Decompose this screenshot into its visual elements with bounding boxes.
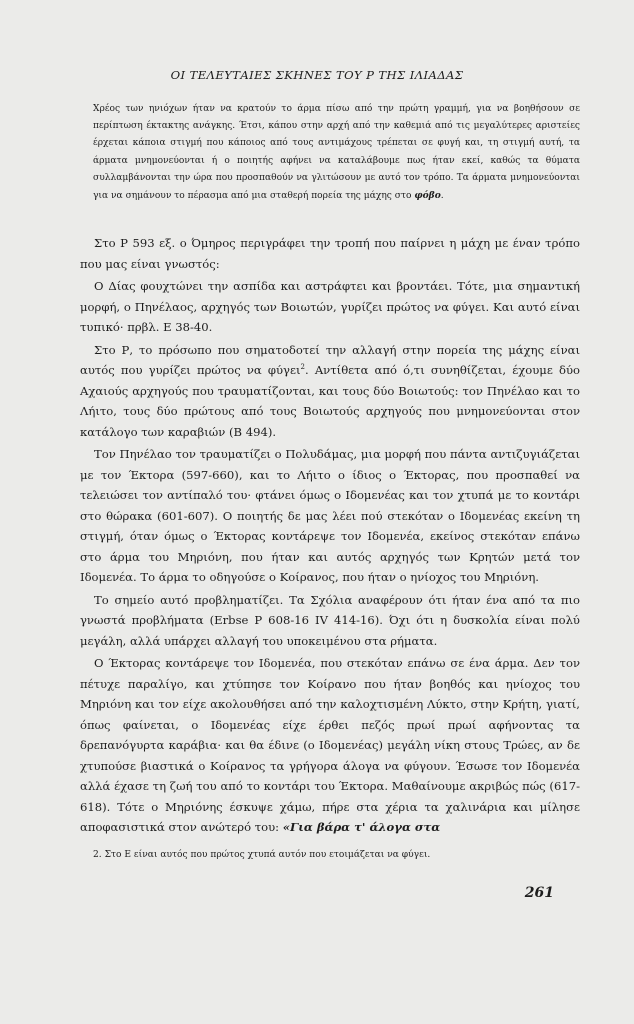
paragraph-4: Τον Πηνέλαο τον τραυματίζει ο Πολυδάμας, μια μορφή που πάντα αντιζυγιάζεται με τον Έκτορα (597-660), και το Λήιτο ο ίδιος ο Έκτορας, που προσπαθεί να τελειώσει τον αντίπαλό του· φτάνει όμως ο Ιδομενέας και τον χτυπά με το κοντάρι στο θώρακα (601-607). Ο ποιητής δε μας λέει πού στεκόταν ο Ιδομενέας εκείνη τη στιγμή, όταν όμως ο Έκτορας κοντάρεψε τον Ιδομενέα, εκείνος στεκόταν επάνω στο άρμα του Μηριόνη, που ήταν και αυτός αρχηγός των Κρητών μετά τον Ιδομενέα. Το άρμα το οδηγούσε ο Κοίρανος, που ήταν ο ηνίοχος του Μηριόνη. bbox=[80, 447, 580, 584]
paragraph-3 bbox=[80, 340, 580, 443]
body-text bbox=[80, 233, 580, 838]
paragraph-1: Στο Ρ 593 εξ. ο Όμηρος περιγράφει την τροπή που παίρνει η μάχη με έναν τρόπο που μας είναι γνωστός: bbox=[80, 236, 580, 271]
paragraph-2: Ο Δίας φουχτώνει την ασπίδα και αστράφτει και βροντάει. Τότε, μια σημαντική μορφή, ο Πηνέλαος, αρχηγός των Βοιωτών, γυρίζει πρώτος να φύγει. Και αυτό είναι τυπικό· πρβλ. Ε 38-40. bbox=[80, 279, 580, 334]
paragraph-5: Το σημείο αυτό προβληματίζει. Τα Σχόλια αναφέρουν ότι ήταν ένα από τα πιο γνωστά προβλήματα (Erbse P 608-16 IV 414-16). Όχι ότι η δυσκολία είναι πολύ μεγάλη, αλλά υπάρχει αλλαγή του υποκειμένου στα ρήματα. bbox=[80, 592, 580, 648]
paragraph-3-text: Στο Ρ, το πρόσωπο που σηματοδοτεί την αλλαγή στην πορεία της μάχης είναι αυτός που γυρίζει πρώτος να φύγει bbox=[80, 342, 580, 377]
footnote-ref: 2 bbox=[300, 363, 305, 372]
running-head: ΟΙ ΤΕΛΕΥΤΑΙΕΣ ΣΚΗΝΕΣ ΤΟΥ Ρ ΤΗΣ ΙΛΙΑΔΑΣ bbox=[170, 68, 464, 82]
paragraph-6 bbox=[80, 653, 580, 838]
intro-end: . bbox=[440, 191, 444, 202]
footnote: 2. Στο Ε είναι αυτός που πρώτος χτυπά αυτόν που ετοιμάζεται να φύγει. bbox=[93, 850, 431, 860]
intro-emphasis: φόβο bbox=[414, 190, 441, 202]
intro-paragraph bbox=[93, 101, 580, 205]
intro-text: Χρέος των ηνιόχων ήταν να κρατούν το άρμα πίσω από την πρώτη γραμμή, για να βοηθήσουν σε περίπτωση έκτακτης ανάγκης. Έτσι, κάπου στην αρχή από την καθεμιά από τις μεγαλύτερες αριστείες έρχεται κάποια στιγμή που κάποιος από τους αντιμάχους τρέπεται σε φυγή και, τη στιγμή αυτή, τα άρματα μνημονεύονται ή ο ποιητής αφήνει να καταλάβουμε πως ήταν εκεί, καθώς τα θύματα συλλαμβάνονται την ώρα που προσπαθούν να γλιτώσουν με αυτό τον τρόπο. Τα άρματα μνημονεύονται για να σημάνουν το πέρασμα από μια σταθερή πορεία της μάχης στο bbox=[93, 104, 580, 202]
paragraph-6-quote: «Για βάρα τ' άλογα στα bbox=[282, 820, 441, 834]
paragraph-6-text: Ο Έκτορας κοντάρεψε τον Ιδομενέα, που στεκόταν επάνω σε ένα άρμα. Δεν τον πέτυχε παραλίγο, και χτύπησε τον Κοίρανο που ήταν βοηθός και ηνίοχος του Μηριόνη και τον είχε ακολουθήσει από την καλοχτισμένη Λύκτο, στην Κρήτη, γιατί, όπως φαίνεται, ο Ιδομενέας είχε έρθει πεζός πρωί πρωί αφήνοντας τα δρεπανόγυρτα καράβια· και θα έδινε (ο Ιδομενέας) μεγάλη νίκη στους Τρώες, αν δε χτυπούσε βιαστικά ο Κοίρανος τα γρήγορα άλογα να φύγουν. Έσωσε τον Ιδομενέα αλλά έχασε τη ζωή του από το κοντάρι του Έκτορα. Μαθαίνουμε ακριβώς πώς (617-618). Τότε ο Μηριόνης έσκυψε χάμω, πήρε στα χέρια τα χαλινάρια και μίλησε αποφασιστικά στον ανώτερό του: bbox=[80, 656, 580, 834]
page-number: 261 bbox=[524, 885, 554, 901]
paragraph-3-rest: . Αντίθετα από ό,τι συνηθίζεται, έχουμε δύο Αχαιούς αρχηγούς που τραυματίζονται, και τους δύο Βοιωτούς: τον Πηνέλαο και το Λήιτο, τους δύο πρώτους από τους Βοιωτούς αρχηγούς που μνημονεύονται στον κατάλογο των καραβιών (Β 494). bbox=[80, 363, 580, 439]
